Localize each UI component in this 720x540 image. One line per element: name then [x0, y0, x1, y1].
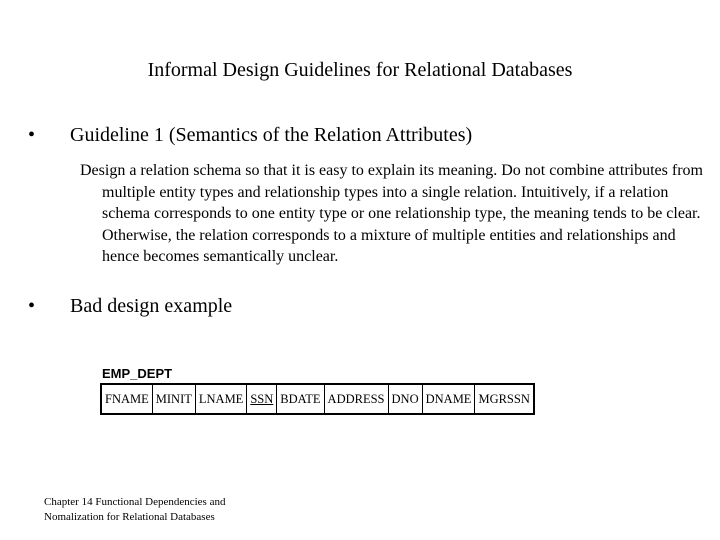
- attribute-lname: LNAME: [195, 384, 246, 414]
- bullet-marker-guideline: •: [28, 124, 36, 146]
- bullet-marker-bad-design: •: [28, 295, 36, 317]
- attribute-minit: MINIT: [152, 384, 195, 414]
- guideline-paragraph: Design a relation schema so that it is easy to explain its meaning. Do not combine attributes from multiple entity types and relationship types into a single relation. Intuitively, if a relation schema corresponds to one entity type or one relationship type, the meaning tends to be clear. Otherwise, the relation corresponds to a mixture of multiple entities and relationships and hence becomes semantically unclear.: [80, 162, 703, 265]
- attribute-dname: DNAME: [422, 384, 475, 414]
- relation-attribute-row: [101, 384, 534, 414]
- attribute-dno: DNO: [388, 384, 422, 414]
- slide-footer: [44, 495, 225, 525]
- footer-line-2: Nomalization for Relational Databases: [44, 511, 215, 523]
- attribute-fname: FNAME: [101, 384, 152, 414]
- bullet-bad-design-example: Bad design example: [70, 295, 233, 317]
- footer-line-1: Chapter 14 Functional Dependencies and: [44, 496, 226, 508]
- relation-name-label: EMP_DEPT: [102, 366, 173, 381]
- relation-schema-table: [100, 383, 535, 415]
- attribute-bdate: BDATE: [277, 384, 324, 414]
- attribute-mgrssn: MGRSSN: [475, 384, 534, 414]
- slide-title: Informal Design Guidelines for Relational Databases: [147, 59, 573, 81]
- attribute-ssn-primary-key: SSN: [247, 384, 277, 414]
- bullet-guideline-1: Guideline 1 (Semantics of the Relation Attributes): [70, 124, 473, 146]
- attribute-address: ADDRESS: [324, 384, 388, 414]
